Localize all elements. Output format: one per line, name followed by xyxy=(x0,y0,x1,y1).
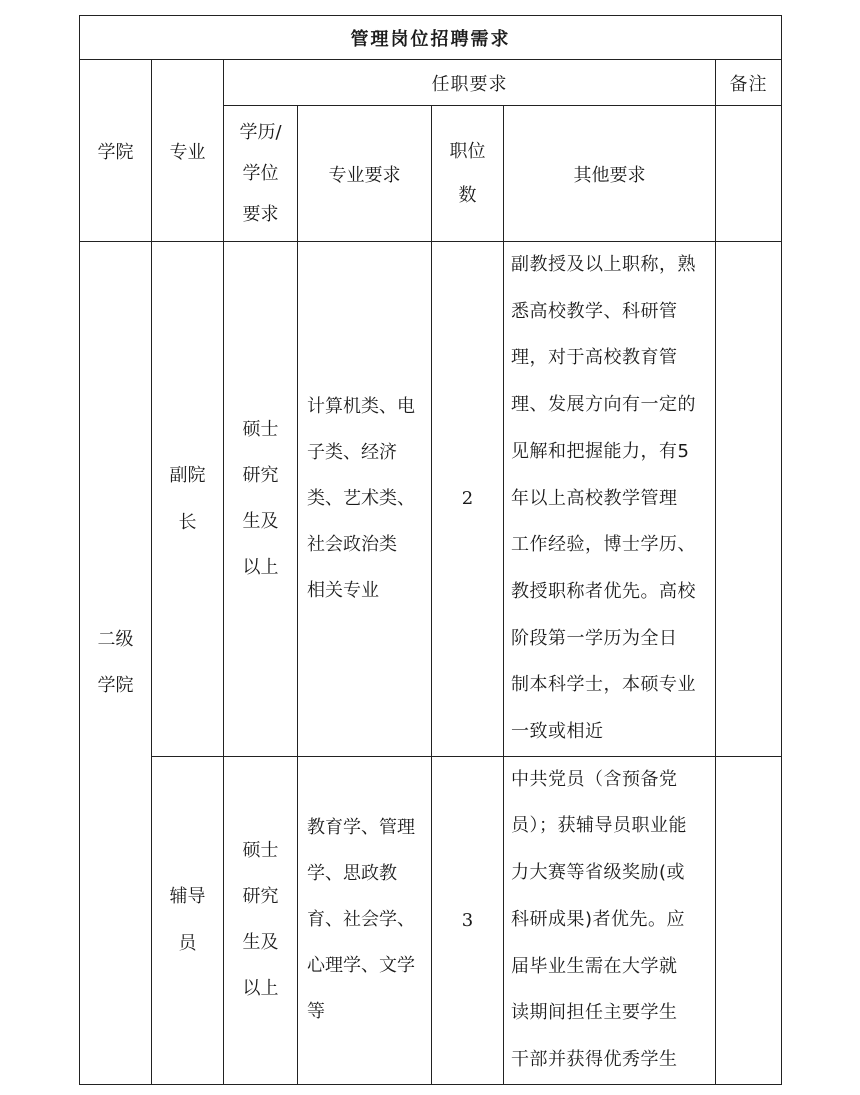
row-degree-cell xyxy=(224,756,298,1084)
row-degree-line: 以上 xyxy=(242,978,279,1000)
header-requirements: 任职要求 xyxy=(224,60,716,106)
row-other-line: 员）；获辅导员职业能 xyxy=(511,815,687,837)
row-other-line: 见解和把握能力，有5 xyxy=(511,440,690,462)
row-other-line: 教授职称者优先。高校 xyxy=(511,580,696,602)
row-major-cell xyxy=(152,242,224,757)
header-major-requirements: 专业要求 xyxy=(298,106,432,242)
row-other-line: 读期间担任主要学生 xyxy=(511,1002,678,1024)
row-other-req-cell xyxy=(504,242,716,757)
row-major-cell xyxy=(152,756,224,1084)
header-positions xyxy=(432,106,504,242)
row-remarks-cell xyxy=(716,756,782,1084)
row-major-line: 员 xyxy=(178,933,197,955)
row-degree-line: 生及 xyxy=(242,932,279,954)
row-major-req-line: 计算机类、电 xyxy=(307,395,415,417)
row-major-line: 副院 xyxy=(169,464,206,486)
college-cell xyxy=(80,242,152,1085)
row-major-req-line: 类、艺术类、 xyxy=(307,487,415,509)
college-line: 二级 xyxy=(97,628,134,650)
row-major-req-line: 子类、经济 xyxy=(307,441,397,463)
row-degree-line: 硕士 xyxy=(242,840,279,862)
row-major-req-line: 学、思政教 xyxy=(307,863,397,885)
recruitment-table xyxy=(79,15,782,1085)
header-degree xyxy=(224,106,298,242)
header-positions-line: 数 xyxy=(458,184,477,206)
row-major-line: 长 xyxy=(178,511,197,533)
header-degree-line: 学位 xyxy=(242,163,279,184)
row-other-line: 悉高校教学、科研管 xyxy=(511,300,678,322)
row-other-line: 中共党员（含预备党 xyxy=(511,768,678,790)
row-other-line: 一致或相近 xyxy=(511,721,604,743)
row-other-line: 届毕业生需在大学就 xyxy=(511,955,678,977)
row-other-line: 理、发展方向有一定的 xyxy=(511,394,696,416)
college-line: 学院 xyxy=(97,674,134,696)
row-other-line: 阶段第一学历为全日 xyxy=(511,627,678,649)
header-college: 学院 xyxy=(80,60,152,242)
header-other-requirements: 其他要求 xyxy=(504,106,716,242)
row-major-line: 辅导 xyxy=(169,886,206,908)
row-degree-line: 研究 xyxy=(242,886,279,908)
row-major-req-line: 等 xyxy=(307,1001,325,1023)
row-other-line: 科研成果)者优先。应 xyxy=(511,908,686,930)
row-other-line: 理，对于高校教育管 xyxy=(511,347,678,369)
row-major-req-line: 相关专业 xyxy=(307,579,379,601)
header-major: 专业 xyxy=(152,60,224,242)
header-remarks-empty xyxy=(716,106,782,242)
row-other-line: 力大赛等省级奖励(或 xyxy=(511,862,686,884)
row-other-req-cell xyxy=(504,756,716,1084)
header-remarks: 备注 xyxy=(716,60,782,106)
row-degree-line: 硕士 xyxy=(242,418,279,440)
row-degree-line: 研究 xyxy=(242,464,279,486)
row-degree-line: 以上 xyxy=(242,556,279,578)
header-degree-line: 要求 xyxy=(242,204,279,225)
row-major-req-cell xyxy=(298,756,432,1084)
header-degree-line: 学历/ xyxy=(239,122,282,143)
row-positions-count: 2 xyxy=(432,242,504,757)
row-major-req-line: 教育学、管理 xyxy=(307,817,415,839)
header-positions-line: 职位 xyxy=(449,140,486,162)
row-other-line: 干部并获得优秀学生 xyxy=(511,1048,678,1070)
row-other-line: 工作经验，博士学历、 xyxy=(511,534,696,556)
row-positions-count: 3 xyxy=(432,756,504,1084)
table-title: 管理岗位招聘需求 xyxy=(80,16,782,60)
row-major-req-line: 社会政治类 xyxy=(307,533,397,555)
row-degree-cell xyxy=(224,242,298,757)
row-major-req-line: 心理学、文学 xyxy=(307,955,415,977)
row-other-line: 制本科学士，本硕专业 xyxy=(511,674,696,696)
row-degree-line: 生及 xyxy=(242,510,279,532)
row-remarks-cell xyxy=(716,242,782,757)
row-major-req-line: 育、社会学、 xyxy=(307,909,415,931)
row-other-line: 副教授及以上职称，熟 xyxy=(511,254,696,275)
row-other-line: 年以上高校教学管理 xyxy=(511,487,678,509)
row-major-req-cell xyxy=(298,242,432,757)
